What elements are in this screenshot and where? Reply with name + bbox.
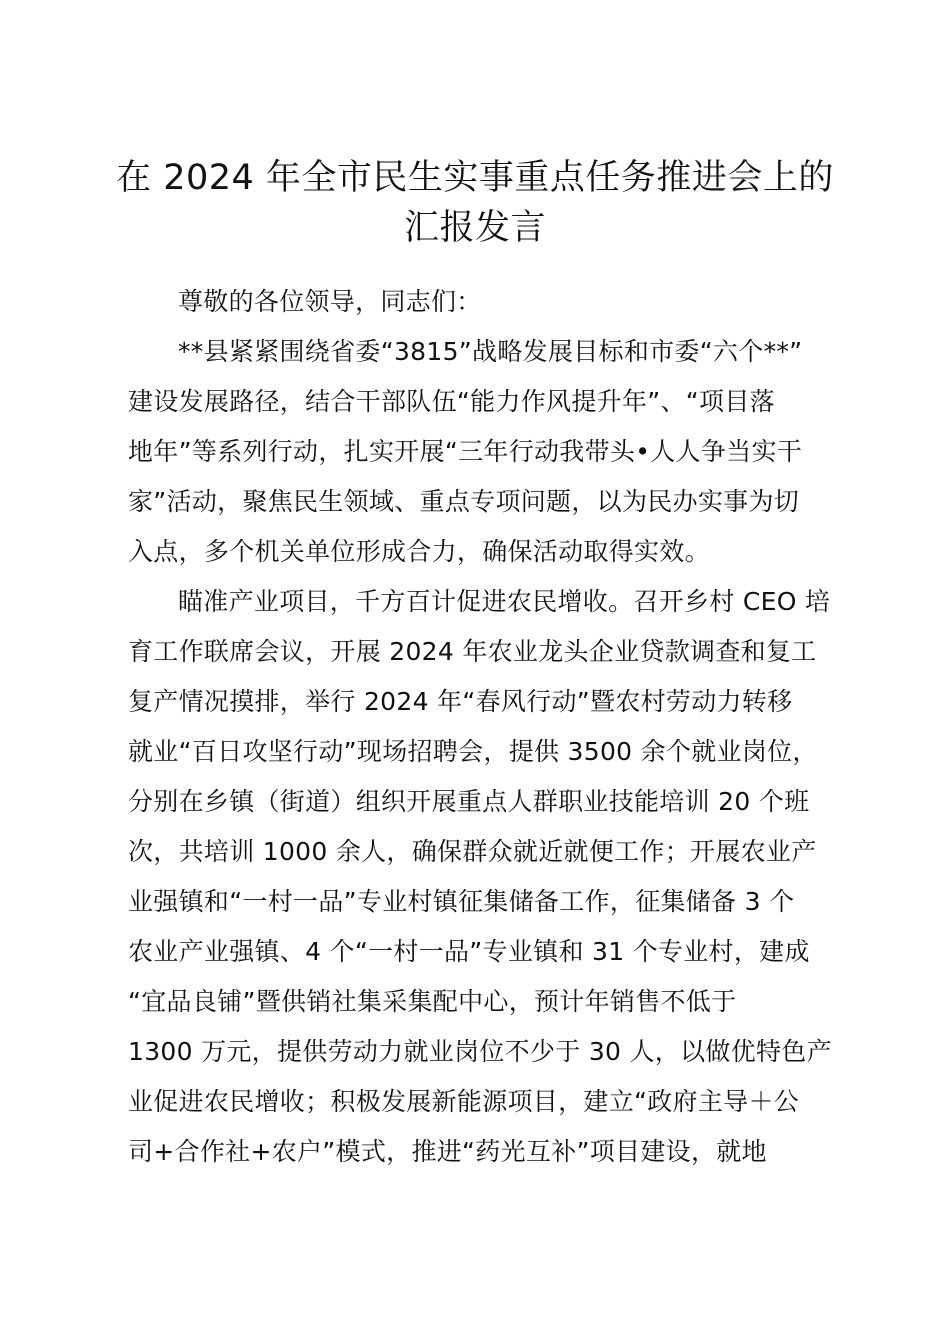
salutation: 尊敬的各位领导，同志们： — [178, 287, 482, 316]
paragraph-line: 家”活动，聚焦民生领域、重点专项问题，以为民办实事为切 — [128, 487, 800, 516]
document-body — [128, 277, 868, 1177]
paragraph-line: 就业“百日攻坚行动”现场招聘会，提供 3500 余个就业岗位， — [128, 737, 818, 766]
paragraph-line: 业强镇和“一村一品”专业村镇征集储备工作，征集储备 3 个 — [128, 887, 795, 916]
paragraph-line: 1300 万元，提供劳动力就业岗位不少于 30 人，以做优特色产 — [128, 1037, 832, 1066]
paragraph-line: 次，共培训 1000 余人，确保群众就近就便工作；开展农业产 — [128, 837, 817, 866]
document-title — [100, 152, 850, 252]
paragraph-line: 地年”等系列行动，扎实开展“三年行动我带头•人人争当实干 — [128, 437, 803, 466]
paragraph-line: 入点，多个机关单位形成合力，确保活动取得实效。 — [128, 537, 710, 566]
paragraph-line: 建设发展路径，结合干部队伍“能力作风提升年”、“项目落 — [128, 387, 775, 416]
paragraph-line: 业促进农民增收；积极发展新能源项目，建立“政府主导＋公 — [128, 1087, 800, 1116]
paragraph-line: 瞄准产业项目，千方百计促进农民增收。召开乡村 CEO 培 — [178, 587, 831, 616]
title-line: 在 2024 年全市民生实事重点任务推进会上的 — [116, 158, 834, 198]
paragraph-line: 分别在乡镇（街道）组织开展重点人群职业技能培训 20 个班 — [128, 787, 810, 816]
paragraph-line: **县紧紧围绕省委“3815”战略发展目标和市委“六个**” — [178, 337, 803, 366]
paragraph-line: “宜品良铺”暨供销社集采集配中心，预计年销售不低于 — [128, 987, 737, 1016]
paragraph-line: 农业产业强镇、4 个“一村一品”专业镇和 31 个专业村，建成 — [128, 937, 810, 966]
paragraph-line: 司+合作社+农户”模式，推进“药光互补”项目建设，就地 — [128, 1137, 767, 1166]
paragraph-line: 育工作联席会议，开展 2024 年农业龙头企业贷款调查和复工 — [128, 637, 817, 666]
title-line: 汇报发言 — [403, 208, 546, 248]
paragraph-line: 复产情况摸排，举行 2024 年“春风行动”暨农村劳动力转移 — [128, 687, 793, 716]
